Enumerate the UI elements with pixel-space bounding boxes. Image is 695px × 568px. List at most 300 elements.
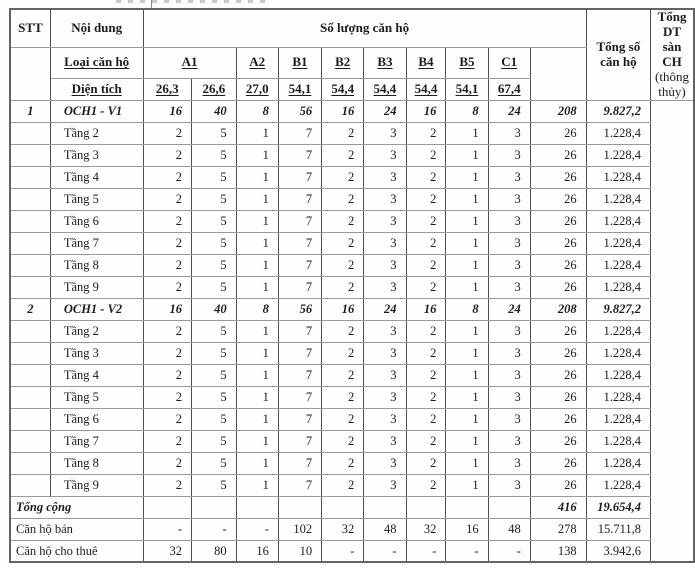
value-cell: 8	[446, 298, 488, 320]
value-cell: 5	[192, 364, 237, 386]
value-cell: 3	[364, 408, 406, 430]
value-cell: 3	[364, 122, 406, 144]
value-cell: 1	[236, 474, 278, 496]
value-cell: 2	[322, 232, 364, 254]
table-row	[10, 342, 694, 364]
value-cell: 16	[143, 100, 192, 122]
value-cell: 1	[236, 254, 278, 276]
value-cell: 7	[278, 210, 321, 232]
total-cell: 26	[530, 386, 586, 408]
total-cell: 278	[530, 518, 586, 540]
value-cell: 1	[236, 232, 278, 254]
table-row	[10, 100, 694, 122]
stt-cell	[10, 232, 50, 254]
header-row-1	[10, 9, 694, 47]
total-cell: 26	[530, 188, 586, 210]
value-cell: 2	[406, 122, 446, 144]
total-cell: 26	[530, 122, 586, 144]
value-cell: 102	[278, 518, 321, 540]
value-cell: 3	[488, 166, 530, 188]
value-cell: 16	[406, 100, 446, 122]
table-row	[10, 298, 694, 320]
value-cell: 5	[192, 276, 237, 298]
value-cell: 2	[406, 408, 446, 430]
area-cell: 1.228,4	[586, 210, 650, 232]
value-cell: 5	[192, 188, 237, 210]
value-cell: 2	[322, 386, 364, 408]
value-cell: 3	[364, 210, 406, 232]
value-cell: 3	[488, 364, 530, 386]
value-cell: 3	[488, 210, 530, 232]
value-cell: 7	[278, 320, 321, 342]
value-cell: 5	[192, 254, 237, 276]
value-cell	[364, 496, 406, 518]
type-header-b5: B5	[446, 47, 488, 78]
value-cell: -	[406, 540, 446, 562]
area-header: 26,3	[143, 78, 192, 100]
value-cell: 3	[488, 452, 530, 474]
value-cell: -	[236, 518, 278, 540]
value-cell: 7	[278, 342, 321, 364]
area-cell: 1.228,4	[586, 254, 650, 276]
value-cell: 2	[322, 474, 364, 496]
value-cell: 3	[364, 188, 406, 210]
table-row	[10, 452, 694, 474]
value-cell: 3	[364, 232, 406, 254]
total-cell: 26	[530, 276, 586, 298]
value-cell: -	[143, 518, 192, 540]
value-cell: 5	[192, 408, 237, 430]
row-label: Tầng 5	[50, 386, 143, 408]
value-cell: 3	[488, 122, 530, 144]
value-cell: 3	[364, 342, 406, 364]
value-cell: 24	[364, 298, 406, 320]
value-cell	[322, 496, 364, 518]
row-label: Tầng 6	[50, 408, 143, 430]
area-cell: 19.654,4	[586, 496, 650, 518]
table-row	[10, 232, 694, 254]
stt-cell	[10, 122, 50, 144]
value-cell: 5	[192, 320, 237, 342]
row-label: Tầng 3	[50, 144, 143, 166]
value-cell: 1	[446, 210, 488, 232]
value-cell: 3	[488, 144, 530, 166]
total-cell: 26	[530, 408, 586, 430]
value-cell: 1	[236, 276, 278, 298]
table-header	[10, 9, 694, 100]
value-cell: 1	[446, 386, 488, 408]
type-header-b4: B4	[406, 47, 446, 78]
value-cell: 1	[446, 144, 488, 166]
value-cell: 3	[488, 232, 530, 254]
area-cell: 1.228,4	[586, 430, 650, 452]
total-cell: 208	[530, 100, 586, 122]
total-cell: 26	[530, 342, 586, 364]
value-cell: 2	[322, 188, 364, 210]
table-body	[10, 100, 694, 562]
value-cell: 2	[406, 320, 446, 342]
total-cell: 26	[530, 254, 586, 276]
value-cell: 3	[488, 188, 530, 210]
header-noi-dung: Nội dung	[50, 9, 143, 47]
area-cell: 1.228,4	[586, 276, 650, 298]
value-cell: 40	[192, 100, 237, 122]
value-cell	[446, 496, 488, 518]
table-row	[10, 320, 694, 342]
total-cell: 208	[530, 298, 586, 320]
stt-cell	[10, 452, 50, 474]
value-cell: 1	[236, 342, 278, 364]
table-row	[10, 122, 694, 144]
value-cell: 1	[446, 232, 488, 254]
value-cell: 80	[192, 540, 237, 562]
stt-cell	[10, 430, 50, 452]
stt-cell	[10, 254, 50, 276]
value-cell: 1	[236, 210, 278, 232]
value-cell: 3	[364, 254, 406, 276]
value-cell: 40	[192, 298, 237, 320]
row-label: OCH1 - V2	[50, 298, 143, 320]
value-cell: 3	[364, 364, 406, 386]
area-header: 27,0	[236, 78, 278, 100]
value-cell: 2	[143, 342, 192, 364]
value-cell: -	[192, 518, 237, 540]
area-header: 54,1	[278, 78, 321, 100]
row-label: Tầng 9	[50, 276, 143, 298]
total-cell: 26	[530, 166, 586, 188]
value-cell: 5	[192, 144, 237, 166]
value-cell: 2	[322, 276, 364, 298]
row-label: Căn hộ bán	[10, 518, 143, 540]
value-cell: 7	[278, 430, 321, 452]
area-header: 26,6	[192, 78, 237, 100]
value-cell: 32	[322, 518, 364, 540]
area-cell: 1.228,4	[586, 320, 650, 342]
header-tong-dt-main: Tổng DT sàn CH	[657, 9, 687, 69]
value-cell: 1	[446, 188, 488, 210]
value-cell: 3	[364, 386, 406, 408]
total-cell: 26	[530, 474, 586, 496]
value-cell: 1	[446, 122, 488, 144]
value-cell: 2	[406, 452, 446, 474]
value-cell: 16	[406, 298, 446, 320]
total-cell: 26	[530, 232, 586, 254]
value-cell: 56	[278, 100, 321, 122]
stt-cell	[10, 408, 50, 430]
value-cell: 48	[364, 518, 406, 540]
stt-cell	[10, 210, 50, 232]
value-cell: 3	[488, 430, 530, 452]
value-cell: 2	[406, 364, 446, 386]
table-row	[10, 276, 694, 298]
value-cell: 7	[278, 166, 321, 188]
row-label: Tầng 4	[50, 364, 143, 386]
table-row	[10, 144, 694, 166]
value-cell: 1	[236, 364, 278, 386]
area-cell: 1.228,4	[586, 386, 650, 408]
value-cell: 3	[364, 430, 406, 452]
value-cell: 5	[192, 386, 237, 408]
value-cell: 1	[236, 430, 278, 452]
area-cell: 3.942,6	[586, 540, 650, 562]
area-cell: 1.228,4	[586, 474, 650, 496]
value-cell: 2	[322, 254, 364, 276]
area-cell: 1.228,4	[586, 408, 650, 430]
value-cell: 7	[278, 408, 321, 430]
value-cell: -	[488, 540, 530, 562]
value-cell: 2	[322, 122, 364, 144]
type-header-c1: C1	[488, 47, 530, 78]
value-cell: 7	[278, 452, 321, 474]
value-cell: 1	[446, 452, 488, 474]
header-tong-dt-paren: (thông thủy)	[655, 68, 689, 99]
value-cell: 3	[488, 474, 530, 496]
value-cell: 2	[406, 188, 446, 210]
value-cell: 5	[192, 166, 237, 188]
type-header-a1: A1	[143, 47, 236, 78]
stt-cell	[10, 342, 50, 364]
value-cell: 3	[488, 342, 530, 364]
value-cell: 2	[143, 320, 192, 342]
row-label: Căn hộ cho thuê	[10, 540, 143, 562]
value-cell: 3	[364, 320, 406, 342]
value-cell: 24	[488, 100, 530, 122]
value-cell	[236, 496, 278, 518]
value-cell: 1	[236, 408, 278, 430]
value-cell: 3	[488, 408, 530, 430]
type-header-b3: B3	[364, 47, 406, 78]
value-cell	[278, 496, 321, 518]
value-cell: 1	[446, 430, 488, 452]
value-cell: 7	[278, 232, 321, 254]
stt-cell	[10, 166, 50, 188]
stt-cell	[10, 474, 50, 496]
value-cell: 2	[143, 408, 192, 430]
row-label: Tầng 6	[50, 210, 143, 232]
value-cell: 16	[143, 298, 192, 320]
stt-cell	[10, 276, 50, 298]
value-cell: 5	[192, 342, 237, 364]
stt-cell	[10, 188, 50, 210]
value-cell: 48	[488, 518, 530, 540]
row-label: Tầng 7	[50, 430, 143, 452]
value-cell: 2	[143, 452, 192, 474]
row-label: Tầng 2	[50, 320, 143, 342]
value-cell: 5	[192, 122, 237, 144]
header-loai-can-ho: Loại căn hộ	[50, 47, 143, 78]
value-cell: 24	[488, 298, 530, 320]
value-cell	[488, 496, 530, 518]
table-row	[10, 540, 694, 562]
value-cell: 2	[406, 276, 446, 298]
value-cell: 2	[406, 210, 446, 232]
value-cell: 3	[488, 320, 530, 342]
value-cell: 2	[143, 122, 192, 144]
value-cell: 2	[406, 342, 446, 364]
value-cell: 3	[364, 452, 406, 474]
table-row	[10, 386, 694, 408]
value-cell: 2	[143, 364, 192, 386]
value-cell: 8	[446, 100, 488, 122]
area-cell: 1.228,4	[586, 232, 650, 254]
area-cell: 1.228,4	[586, 144, 650, 166]
value-cell: 3	[364, 144, 406, 166]
value-cell: 32	[406, 518, 446, 540]
value-cell: 3	[488, 276, 530, 298]
value-cell: 2	[143, 276, 192, 298]
value-cell: 7	[278, 474, 321, 496]
value-cell: 5	[192, 430, 237, 452]
value-cell: 1	[446, 276, 488, 298]
table-row	[10, 210, 694, 232]
value-cell: 5	[192, 232, 237, 254]
value-cell: 2	[322, 166, 364, 188]
area-cell: 1.228,4	[586, 166, 650, 188]
value-cell: 7	[278, 364, 321, 386]
value-cell: 2	[143, 232, 192, 254]
value-cell: 7	[278, 254, 321, 276]
value-cell: 7	[278, 386, 321, 408]
row-label: Tầng 3	[50, 342, 143, 364]
value-cell: 7	[278, 188, 321, 210]
value-cell: -	[364, 540, 406, 562]
value-cell: 2	[322, 430, 364, 452]
area-cell: 1.228,4	[586, 188, 650, 210]
value-cell: 2	[143, 166, 192, 188]
value-cell: 16	[236, 540, 278, 562]
value-cell: 2	[143, 254, 192, 276]
header-stt-empty	[10, 47, 50, 100]
row-label: Tầng 5	[50, 188, 143, 210]
header-tong-dt	[651, 9, 694, 100]
value-cell: 2	[143, 430, 192, 452]
value-cell: 2	[406, 474, 446, 496]
area-cell: 1.228,4	[586, 452, 650, 474]
value-cell: 32	[143, 540, 192, 562]
stt-cell: 2	[10, 298, 50, 320]
value-cell	[406, 496, 446, 518]
value-cell: 3	[364, 276, 406, 298]
value-cell	[192, 496, 237, 518]
value-cell: 1	[236, 452, 278, 474]
area-cell: 1.228,4	[586, 364, 650, 386]
table-row	[10, 430, 694, 452]
value-cell: 2	[143, 144, 192, 166]
value-cell: 10	[278, 540, 321, 562]
value-cell: 2	[143, 474, 192, 496]
value-cell: 16	[322, 100, 364, 122]
value-cell: 5	[192, 474, 237, 496]
value-cell: 1	[236, 144, 278, 166]
total-cell: 138	[530, 540, 586, 562]
value-cell: 8	[236, 298, 278, 320]
table-row	[10, 518, 694, 540]
value-cell: 3	[488, 386, 530, 408]
value-cell: 1	[446, 342, 488, 364]
value-cell: 16	[446, 518, 488, 540]
value-cell: 8	[236, 100, 278, 122]
value-cell: 2	[143, 386, 192, 408]
row-label: Tầng 2	[50, 122, 143, 144]
value-cell: 1	[236, 386, 278, 408]
total-cell: 26	[530, 364, 586, 386]
type-header-a2: A2	[236, 47, 278, 78]
area-cell: 1.228,4	[586, 342, 650, 364]
apartment-count-table	[9, 8, 695, 563]
table-row	[10, 188, 694, 210]
value-cell: 1	[236, 320, 278, 342]
value-cell	[143, 496, 192, 518]
value-cell: 2	[406, 386, 446, 408]
total-cell: 26	[530, 210, 586, 232]
value-cell: 2	[322, 452, 364, 474]
value-cell: 24	[364, 100, 406, 122]
stt-cell	[10, 144, 50, 166]
stt-cell	[10, 386, 50, 408]
value-cell: 2	[322, 342, 364, 364]
value-cell: 7	[278, 122, 321, 144]
value-cell: 7	[278, 276, 321, 298]
value-cell: 3	[488, 254, 530, 276]
row-label: Tầng 8	[50, 452, 143, 474]
table-row	[10, 364, 694, 386]
value-cell: 1	[236, 188, 278, 210]
clipped-text-artifact	[116, 0, 266, 3]
value-cell: 1	[236, 122, 278, 144]
row-label: Tổng cộng	[10, 496, 143, 518]
value-cell: 3	[364, 166, 406, 188]
value-cell: 1	[446, 320, 488, 342]
value-cell: 2	[143, 188, 192, 210]
value-cell: 2	[322, 210, 364, 232]
value-cell: 1	[446, 254, 488, 276]
value-cell: 2	[322, 320, 364, 342]
area-header: 67,4	[488, 78, 530, 100]
value-cell: 2	[406, 166, 446, 188]
area-header: 54,4	[364, 78, 406, 100]
value-cell: 2	[406, 254, 446, 276]
total-cell: 26	[530, 320, 586, 342]
area-cell: 1.228,4	[586, 122, 650, 144]
stt-cell: 1	[10, 100, 50, 122]
row-label: Tầng 4	[50, 166, 143, 188]
row-label: Tầng 7	[50, 232, 143, 254]
area-header: 54,4	[322, 78, 364, 100]
row-label: Tầng 9	[50, 474, 143, 496]
stt-cell	[10, 364, 50, 386]
row-label: OCH1 - V1	[50, 100, 143, 122]
row-label: Tầng 8	[50, 254, 143, 276]
stt-cell	[10, 320, 50, 342]
value-cell: 1	[446, 408, 488, 430]
value-cell: 2	[406, 232, 446, 254]
value-cell: 1	[446, 474, 488, 496]
header-stt: STT	[10, 9, 50, 47]
header-so-luong: Số lượng căn hộ	[143, 9, 586, 47]
table-row	[10, 474, 694, 496]
value-cell: 5	[192, 452, 237, 474]
value-cell: 2	[322, 408, 364, 430]
area-cell: 9.827,2	[586, 100, 650, 122]
value-cell: 5	[192, 210, 237, 232]
table-row	[10, 166, 694, 188]
table-row	[10, 408, 694, 430]
value-cell: 2	[406, 430, 446, 452]
value-cell: 16	[322, 298, 364, 320]
value-cell: 2	[322, 364, 364, 386]
value-cell: 2	[322, 144, 364, 166]
header-tong-so: Tổng số căn hộ	[586, 9, 650, 100]
